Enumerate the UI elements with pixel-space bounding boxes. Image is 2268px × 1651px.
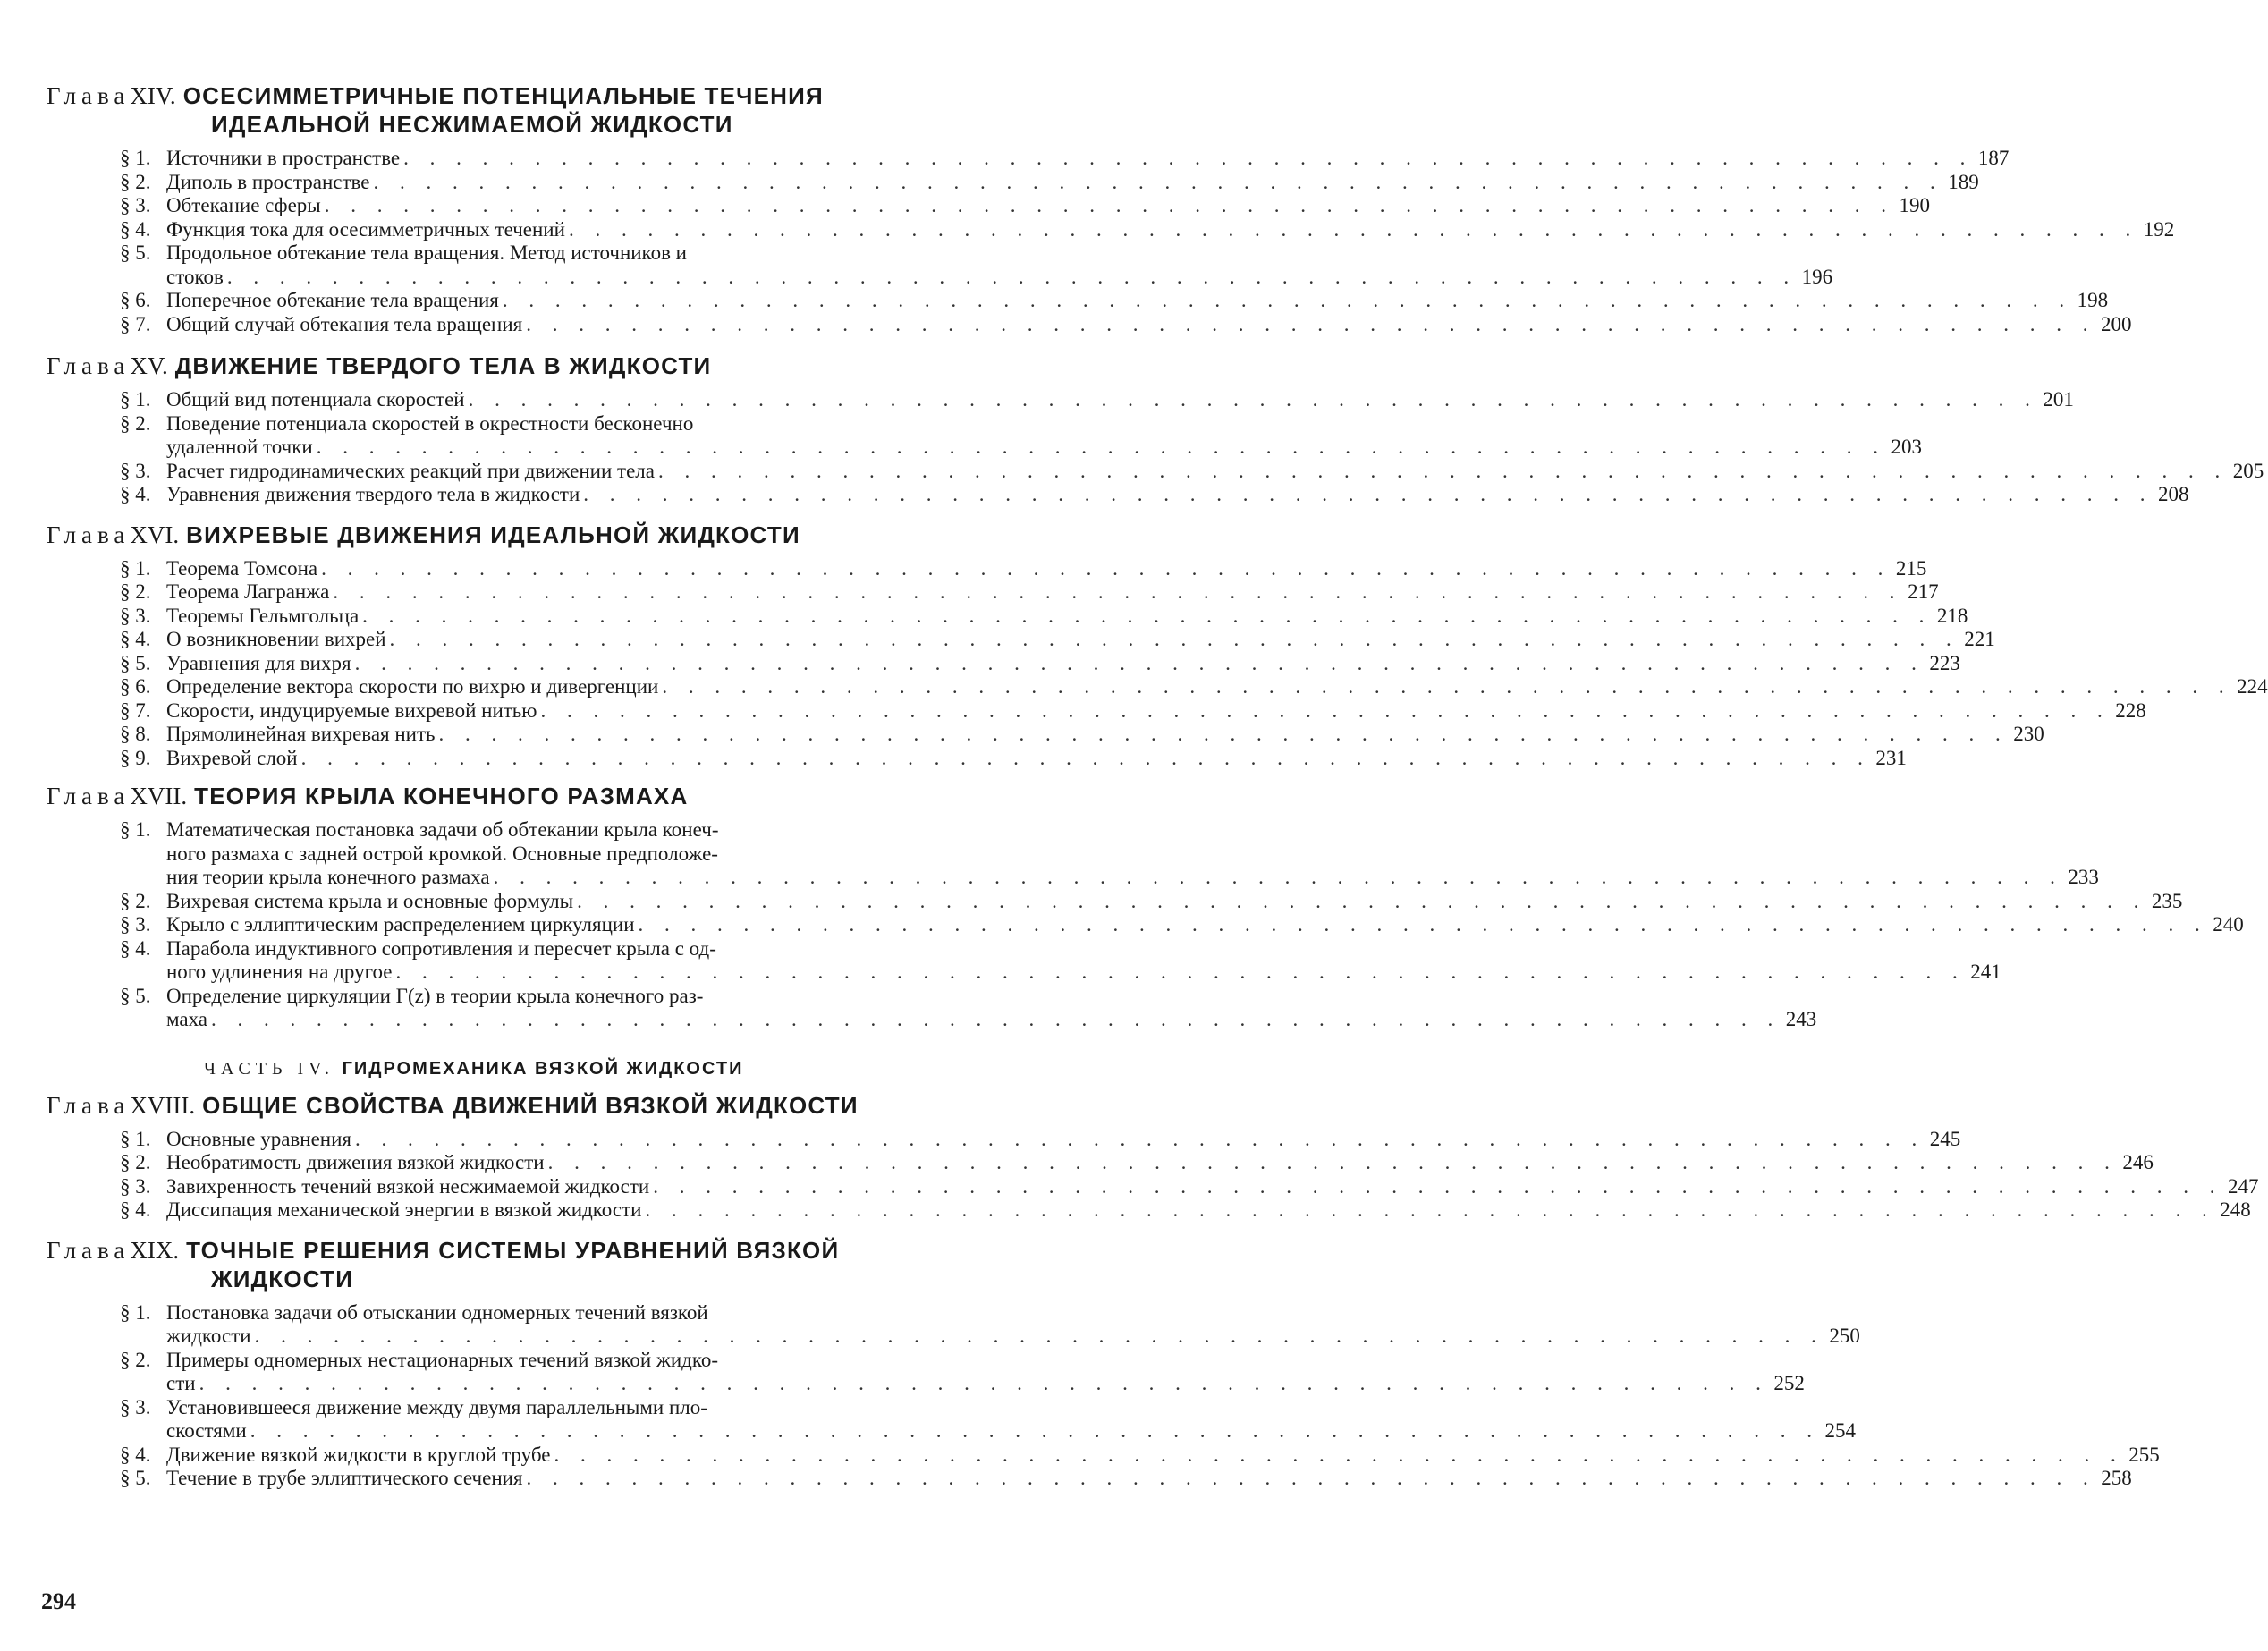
toc-entry bbox=[120, 217, 2175, 242]
dot-leader: . . . . . . . . . . . . . . . . . . . . . . . . . . . . . . . . . . . . . . . . . . . . . . . . . . . . . . . . . . . . bbox=[577, 889, 2147, 912]
toc-entry bbox=[120, 913, 2244, 937]
section-number: § 2. bbox=[120, 580, 151, 603]
page-reference: 231 bbox=[1875, 746, 1907, 769]
page-reference: 192 bbox=[2143, 217, 2175, 241]
section-list bbox=[47, 147, 2175, 336]
page-reference: 201 bbox=[2043, 388, 2074, 411]
chapter bbox=[47, 783, 2244, 1032]
section-title: маха bbox=[166, 1008, 208, 1030]
toc-entry bbox=[120, 1443, 2160, 1468]
toc-entry bbox=[120, 411, 1922, 460]
toc-entry bbox=[120, 1127, 1961, 1152]
section-number: § 4. bbox=[120, 217, 151, 241]
toc-entry bbox=[120, 194, 1930, 218]
section-number: § 1. bbox=[120, 147, 151, 169]
section-title-line: Математическая постановка задачи об обтекании крыла конеч- bbox=[166, 818, 719, 841]
section-title-line: ного размаха с задней острой кромкой. Основные предположе- bbox=[166, 842, 718, 865]
toc-entry bbox=[120, 1467, 2132, 1491]
chapter-heading bbox=[47, 1092, 932, 1119]
section-list bbox=[47, 388, 2264, 507]
page-reference: 205 bbox=[2232, 459, 2264, 482]
section-number: § 2. bbox=[120, 411, 151, 435]
chapter-heading bbox=[47, 783, 932, 809]
dot-leader: . . . . . . . . . . . . . . . . . . . . . . . . . . . . . . . . . . . . . . . . . . . . . . . . . . . . . . . . . . . . bbox=[324, 194, 1894, 216]
page-reference: 250 bbox=[1829, 1325, 1860, 1347]
page-reference: 241 bbox=[1970, 961, 2001, 983]
dot-leader: . . . . . . . . . . . . . . . . . . . . . . . . . . . . . . . . . . . . . . . . . . . . . . . . . . . . . . . . . . . . bbox=[333, 580, 1903, 603]
section-number: § 8. bbox=[120, 723, 151, 745]
section-title: Течение в трубе эллиптического сечения bbox=[166, 1467, 523, 1489]
dot-leader: . . . . . . . . . . . . . . . . . . . . . . . . . . . . . . . . . . . . . . . . . . . . . . . . . . . . . . . . . . . . bbox=[355, 1127, 1925, 1150]
section-number: § 2. bbox=[120, 170, 151, 193]
page-reference: 235 bbox=[2151, 889, 2183, 912]
toc-entry bbox=[120, 698, 2146, 724]
page-reference: 217 bbox=[1908, 580, 1939, 603]
chapter-title: ДВИЖЕНИЕ ТВЕРДОГО ТЕЛА В ЖИДКОСТИ bbox=[174, 352, 712, 379]
dot-leader: . . . . . . . . . . . . . . . . . . . . . . . . . . . . . . . . . . . . . . . . . . . . . . . . . . . . . . . . . . . . bbox=[645, 1198, 2215, 1221]
dot-leader: . . . . . . . . . . . . . . . . . . . . . . . . . . . . . . . . . . . . . . . . . . . . . . . . . . . . . . . . . . . . bbox=[468, 388, 2038, 411]
section-number: § 4. bbox=[120, 936, 151, 960]
part-heading bbox=[204, 1059, 1073, 1080]
toc-entry bbox=[120, 556, 1927, 581]
section-number: § 6. bbox=[120, 675, 151, 698]
dot-leader: . . . . . . . . . . . . . . . . . . . . . . . . . . . . . . . . . . . . . . . . . . . . . . . . . . . . . . . . . . . . bbox=[316, 436, 1886, 458]
dot-leader: . . . . . . . . . . . . . . . . . . . . . . . . . . . . . . . . . . . . . . . . . . . . . . . . . . . . . . . . . . . . bbox=[493, 866, 2063, 888]
page-reference: 198 bbox=[2077, 289, 2109, 311]
dot-leader: . . . . . . . . . . . . . . . . . . . . . . . . . . . . . . . . . . . . . . . . . . . . . . . . . . . . . . . . . . . . bbox=[226, 265, 1798, 288]
toc-group-part3 bbox=[0, 82, 2268, 1032]
section-title: стоков bbox=[166, 265, 224, 288]
dot-leader: . . . . . . . . . . . . . . . . . . . . . . . . . . . . . . . . . . . . . . . . . . . . . . . . . . . . . . . . . . . . bbox=[502, 289, 2073, 311]
section-title: ния теории крыла конечного размаха bbox=[166, 866, 490, 888]
chapter bbox=[47, 352, 2264, 507]
section-number: § 1. bbox=[120, 1300, 151, 1324]
section-title: Диполь в пространстве bbox=[166, 170, 370, 193]
toc-entry bbox=[120, 1300, 1860, 1349]
section-number: § 3. bbox=[120, 194, 151, 216]
toc-entry bbox=[120, 984, 1817, 1032]
section-title: Расчет гидродинамических реакций при движении тела bbox=[166, 459, 655, 482]
toc-entry bbox=[120, 889, 2183, 914]
dot-leader: . . . . . . . . . . . . . . . . . . . . . . . . . . . . . . . . . . . . . . . . . . . . . . . . . . . . . . . . . . . . bbox=[300, 746, 1871, 769]
section-title: Вихревой слой bbox=[166, 746, 298, 769]
section-title-line: Примеры одномерных нестационарных течений вязкой жидко- bbox=[166, 1348, 719, 1371]
section-title: Теорема Лагранжа bbox=[166, 580, 330, 603]
part-label: ЧАСТЬ IV. bbox=[204, 1058, 335, 1079]
section-list bbox=[47, 1127, 2259, 1223]
section-title: Уравнения движения твердого тела в жидкости bbox=[166, 483, 580, 505]
section-title: Необратимость движения вязкой жидкости bbox=[166, 1151, 545, 1173]
toc-entry bbox=[120, 628, 1995, 652]
chapter-title: ОБЩИЕ СВОЙСТВА ДВИЖЕНИЙ ВЯЗКОЙ ЖИДКОСТИ bbox=[202, 1091, 859, 1119]
chapter bbox=[47, 521, 2268, 771]
section-title: Завихренность течений вязкой несжимаемой жидкости bbox=[166, 1174, 650, 1198]
section-title: Вихревая система крыла и основные формулы bbox=[166, 889, 574, 912]
toc-group-part4 bbox=[0, 1091, 2259, 1491]
dot-leader: . . . . . . . . . . . . . . . . . . . . . . . . . . . . . . . . . . . . . . . . . . . . . . . . . . . . . . . . . . . . bbox=[403, 147, 1974, 169]
page-reference: 246 bbox=[2122, 1151, 2154, 1173]
chapter-number: XV. bbox=[130, 352, 168, 379]
dot-leader: . . . . . . . . . . . . . . . . . . . . . . . . . . . . . . . . . . . . . . . . . . . . . . . . . . . . . . . . . . . . bbox=[254, 1325, 1824, 1347]
dot-leader: . . . . . . . . . . . . . . . . . . . . . . . . . . . . . . . . . . . . . . . . . . . . . . . . . . . . . . . . . . . . bbox=[389, 628, 1959, 650]
dot-leader: . . . . . . . . . . . . . . . . . . . . . . . . . . . . . . . . . . . . . . . . . . . . . . . . . . . . . . . . . . . . bbox=[199, 1372, 1769, 1394]
part-title: ГИДРОМЕХАНИКА ВЯЗКОЙ ЖИДКОСТИ bbox=[342, 1058, 744, 1079]
dot-leader: . . . . . . . . . . . . . . . . . . . . . . . . . . . . . . . . . . . . . . . . . . . . . . . . . . . . . . . . . . . . bbox=[354, 651, 1925, 674]
dot-leader: . . . . . . . . . . . . . . . . . . . . . . . . . . . . . . . . . . . . . . . . . . . . . . . . . . . . . . . . . . . . bbox=[438, 723, 2009, 745]
section-number: § 4. bbox=[120, 1198, 151, 1221]
toc-entry bbox=[120, 936, 2001, 985]
page-reference: 218 bbox=[1936, 604, 1968, 627]
page-reference: 224 bbox=[2237, 675, 2268, 698]
chapter bbox=[47, 1091, 2259, 1223]
section-title-line: Определение циркуляции Γ(z) в теории крыла конечного раз- bbox=[166, 984, 704, 1007]
chapter-label: Глава bbox=[47, 82, 131, 109]
section-number: § 5. bbox=[120, 1467, 151, 1489]
section-number: § 9. bbox=[120, 746, 151, 769]
dot-leader: . . . . . . . . . . . . . . . . . . . . . . . . . . . . . . . . . . . . . . . . . . . . . . . . . . . . . . . . . . . . bbox=[395, 961, 1966, 983]
section-number: § 1. bbox=[120, 818, 151, 841]
page-reference: 233 bbox=[2068, 866, 2099, 888]
section-title: жидкости bbox=[166, 1325, 251, 1347]
section-title: скостями bbox=[166, 1419, 247, 1442]
dot-leader: . . . . . . . . . . . . . . . . . . . . . . . . . . . . . . . . . . . . . . . . . . . . . . . . . . . . . . . . . . . . bbox=[638, 913, 2208, 936]
section-title: О возникновении вихрей bbox=[166, 628, 386, 650]
toc-entry bbox=[120, 651, 1960, 676]
section-number: § 7. bbox=[120, 698, 151, 722]
section-title-line: Постановка задачи об отыскании одномерных течений вязкой bbox=[166, 1300, 708, 1324]
section-number: § 5. bbox=[120, 984, 151, 1007]
dot-leader: . . . . . . . . . . . . . . . . . . . . . . . . . . . . . . . . . . . . . . . . . . . . . . . . . . . . . . . . . . . . bbox=[658, 459, 2229, 482]
page-reference: 248 bbox=[2220, 1198, 2251, 1221]
section-title: Обтекание сферы bbox=[166, 194, 321, 216]
page-reference: 190 bbox=[1899, 194, 1930, 216]
chapter-heading bbox=[47, 1237, 932, 1292]
page-reference: 258 bbox=[2101, 1467, 2132, 1489]
section-number: § 2. bbox=[120, 1151, 151, 1173]
dot-leader: . . . . . . . . . . . . . . . . . . . . . . . . . . . . . . . . . . . . . . . . . . . . . . . . . . . . . . . . . . . . bbox=[321, 556, 1891, 580]
dot-leader: . . . . . . . . . . . . . . . . . . . . . . . . . . . . . . . . . . . . . . . . . . . . . . . . . . . . . . . . . . . . bbox=[362, 604, 1933, 627]
dot-leader: . . . . . . . . . . . . . . . . . . . . . . . . . . . . . . . . . . . . . . . . . . . . . . . . . . . . . . . . . . . . bbox=[568, 217, 2139, 241]
section-number: § 3. bbox=[120, 1174, 151, 1198]
chapter-heading bbox=[47, 352, 932, 379]
section-number: § 1. bbox=[120, 1127, 151, 1150]
page-reference: 254 bbox=[1824, 1419, 1856, 1442]
toc-entry bbox=[120, 604, 1968, 629]
page-reference: 255 bbox=[2128, 1443, 2160, 1466]
page-reference: 215 bbox=[1895, 556, 1927, 580]
dot-leader: . . . . . . . . . . . . . . . . . . . . . . . . . . . . . . . . . . . . . . . . . . . . . . . . . . . . . . . . . . . . bbox=[554, 1443, 2124, 1466]
toc-entry bbox=[120, 388, 2074, 412]
dot-leader: . . . . . . . . . . . . . . . . . . . . . . . . . . . . . . . . . . . . . . . . . . . . . . . . . . . . . . . . . . . . bbox=[583, 483, 2154, 505]
page-reference: 203 bbox=[1891, 436, 1922, 458]
chapter-number: XIV. bbox=[130, 82, 176, 109]
page-reference: 230 bbox=[2013, 723, 2044, 745]
section-title: Скорости, индуцируемые вихревой нитью bbox=[166, 698, 537, 722]
dot-leader: . . . . . . . . . . . . . . . . . . . . . . . . . . . . . . . . . . . . . . . . . . . . . . . . . . . . . . . . . . . . bbox=[211, 1008, 1781, 1030]
toc-entry bbox=[120, 459, 2264, 484]
section-list bbox=[47, 556, 2268, 771]
page-reference: 221 bbox=[1964, 628, 1995, 650]
section-title: Теорема Томсона bbox=[166, 556, 318, 580]
toc-entry bbox=[120, 746, 1907, 771]
section-title: Поперечное обтекание тела вращения bbox=[166, 289, 499, 311]
toc-entry bbox=[120, 675, 2268, 699]
section-number: § 1. bbox=[120, 388, 151, 411]
chapter-title: ТЕОРИЯ КРЫЛА КОНЕЧНОГО РАЗМАХА bbox=[194, 783, 689, 809]
section-title: Крыло с эллиптическим распределением циркуляции bbox=[166, 913, 635, 936]
section-number: § 3. bbox=[120, 604, 151, 627]
section-title: Движение вязкой жидкости в круглой трубе bbox=[166, 1443, 551, 1466]
dot-leader: . . . . . . . . . . . . . . . . . . . . . . . . . . . . . . . . . . . . . . . . . . . . . . . . . . . . . . . . . . . . bbox=[526, 312, 2096, 335]
chapter-number: XVI. bbox=[130, 521, 180, 548]
section-title-line: Парабола индуктивного сопротивления и пересчет крыла с од- bbox=[166, 936, 716, 960]
toc-entry bbox=[120, 1348, 1805, 1396]
section-title: Теоремы Гельмгольца bbox=[166, 604, 360, 627]
section-title: Прямолинейная вихревая нить bbox=[166, 723, 436, 745]
toc-entry bbox=[120, 1395, 1856, 1444]
section-number: § 3. bbox=[120, 459, 151, 482]
toc-entry bbox=[120, 1151, 2154, 1175]
chapter-title: ОСЕСИММЕТРИЧНЫЕ ПОТЕНЦИАЛЬНЫЕ ТЕЧЕНИЯ bbox=[182, 82, 824, 109]
toc-entry bbox=[120, 723, 2044, 747]
dot-leader: . . . . . . . . . . . . . . . . . . . . . . . . . . . . . . . . . . . . . . . . . . . . . . . . . . . . . . . . . . . . bbox=[547, 1151, 2118, 1173]
section-title: сти bbox=[166, 1372, 196, 1394]
page-reference: 243 bbox=[1785, 1008, 1817, 1030]
toc-entry bbox=[120, 241, 1833, 289]
page-reference: 247 bbox=[2227, 1174, 2259, 1198]
section-number: § 2. bbox=[120, 889, 151, 912]
section-title: Общий вид потенциала скоростей bbox=[166, 388, 465, 411]
chapter-label: Глава bbox=[47, 352, 131, 379]
section-title: ного удлинения на другое bbox=[166, 961, 393, 983]
section-number: § 5. bbox=[120, 241, 151, 264]
section-number: § 2. bbox=[120, 1348, 151, 1371]
section-title: Уравнения для вихря bbox=[166, 651, 351, 674]
section-number: § 6. bbox=[120, 289, 151, 311]
page-reference: 228 bbox=[2115, 698, 2146, 722]
section-title-line: Поведение потенциала скоростей в окрестности бесконечно bbox=[166, 411, 694, 435]
section-title: Источники в пространстве bbox=[166, 147, 401, 169]
page-reference: 200 bbox=[2100, 312, 2132, 335]
section-title: Основные уравнения bbox=[166, 1127, 351, 1150]
section-number: § 3. bbox=[120, 913, 151, 936]
section-number: § 1. bbox=[120, 556, 151, 580]
section-title: Общий случай обтекания тела вращения bbox=[166, 312, 523, 335]
section-title: Диссипация механической энергии в вязкой жидкости bbox=[166, 1198, 642, 1221]
dot-leader: . . . . . . . . . . . . . . . . . . . . . . . . . . . . . . . . . . . . . . . . . . . . . . . . . . . . . . . . . . . . bbox=[526, 1467, 2096, 1489]
chapter-title-continued: ИДЕАЛЬНОЙ НЕСЖИМАЕМОЙ ЖИДКОСТИ bbox=[211, 111, 733, 138]
toc-entry bbox=[120, 147, 2010, 171]
toc-entry bbox=[120, 818, 2099, 890]
section-number: § 4. bbox=[120, 628, 151, 650]
section-list bbox=[47, 818, 2244, 1032]
toc-entry bbox=[120, 1174, 2259, 1199]
section-number: § 3. bbox=[120, 1395, 151, 1418]
toc-entry bbox=[120, 312, 2132, 337]
dot-leader: . . . . . . . . . . . . . . . . . . . . . . . . . . . . . . . . . . . . . . . . . . . . . . . . . . . . . . . . . . . . bbox=[653, 1174, 2223, 1198]
page-reference: 240 bbox=[2213, 913, 2244, 936]
section-title-line: Установившееся движение между двумя параллельными пло- bbox=[166, 1395, 707, 1418]
toc-entry bbox=[120, 580, 1939, 605]
chapter-title: ВИХРЕВЫЕ ДВИЖЕНИЯ ИДЕАЛЬНОЙ ЖИДКОСТИ bbox=[186, 521, 800, 548]
section-title: Функция тока для осесимметричных течений bbox=[166, 217, 565, 241]
page-reference: 187 bbox=[1977, 147, 2010, 169]
section-number: § 4. bbox=[120, 1443, 151, 1466]
page-reference: 208 bbox=[2158, 483, 2189, 505]
toc-entry bbox=[120, 1198, 2251, 1223]
chapter-label: Глава bbox=[47, 1236, 131, 1264]
section-title: удаленной точки bbox=[166, 436, 313, 458]
chapter-label: Глава bbox=[47, 521, 131, 548]
chapter bbox=[47, 1236, 2160, 1491]
chapter-number: XIX. bbox=[130, 1236, 180, 1264]
page-reference: 223 bbox=[1929, 651, 1960, 674]
section-number: § 5. bbox=[120, 651, 151, 674]
section-title: Определение вектора скорости по вихрю и дивергенции bbox=[166, 675, 659, 698]
toc-entry bbox=[120, 170, 1979, 195]
chapter-heading bbox=[47, 521, 932, 548]
section-number: § 4. bbox=[120, 483, 151, 505]
dot-leader: . . . . . . . . . . . . . . . . . . . . . . . . . . . . . . . . . . . . . . . . . . . . . . . . . . . . . . . . . . . . bbox=[540, 698, 2111, 722]
page-reference: 245 bbox=[1929, 1127, 1961, 1150]
chapter-title: ТОЧНЫЕ РЕШЕНИЯ СИСТЕМЫ УРАВНЕНИЙ ВЯЗКОЙ bbox=[186, 1236, 840, 1264]
chapter-label: Глава bbox=[47, 783, 131, 809]
chapter-number: XVII. bbox=[130, 783, 188, 809]
toc-entry bbox=[120, 289, 2109, 313]
page-reference: 252 bbox=[1773, 1372, 1805, 1394]
page-reference: 196 bbox=[1801, 265, 1833, 288]
dot-leader: . . . . . . . . . . . . . . . . . . . . . . . . . . . . . . . . . . . . . . . . . . . . . . . . . . . . . . . . . . . . bbox=[662, 675, 2232, 698]
chapter-label: Глава bbox=[47, 1091, 131, 1119]
section-number: § 7. bbox=[120, 312, 151, 335]
page-number: 294 bbox=[41, 1588, 76, 1614]
dot-leader: . . . . . . . . . . . . . . . . . . . . . . . . . . . . . . . . . . . . . . . . . . . . . . . . . . . . . . . . . . . . bbox=[373, 170, 1943, 193]
toc-entry bbox=[120, 483, 2189, 507]
dot-leader: . . . . . . . . . . . . . . . . . . . . . . . . . . . . . . . . . . . . . . . . . . . . . . . . . . . . . . . . . . . . bbox=[250, 1419, 1820, 1442]
chapter-number: XVIII. bbox=[130, 1091, 196, 1119]
chapter-heading bbox=[47, 82, 932, 138]
page-reference: 189 bbox=[1948, 170, 1979, 193]
chapter-title-continued: ЖИДКОСТИ bbox=[211, 1265, 354, 1292]
section-list bbox=[47, 1300, 2160, 1491]
section-title-line: Продольное обтекание тела вращения. Метод источников и bbox=[166, 241, 687, 264]
chapter bbox=[47, 82, 2175, 336]
